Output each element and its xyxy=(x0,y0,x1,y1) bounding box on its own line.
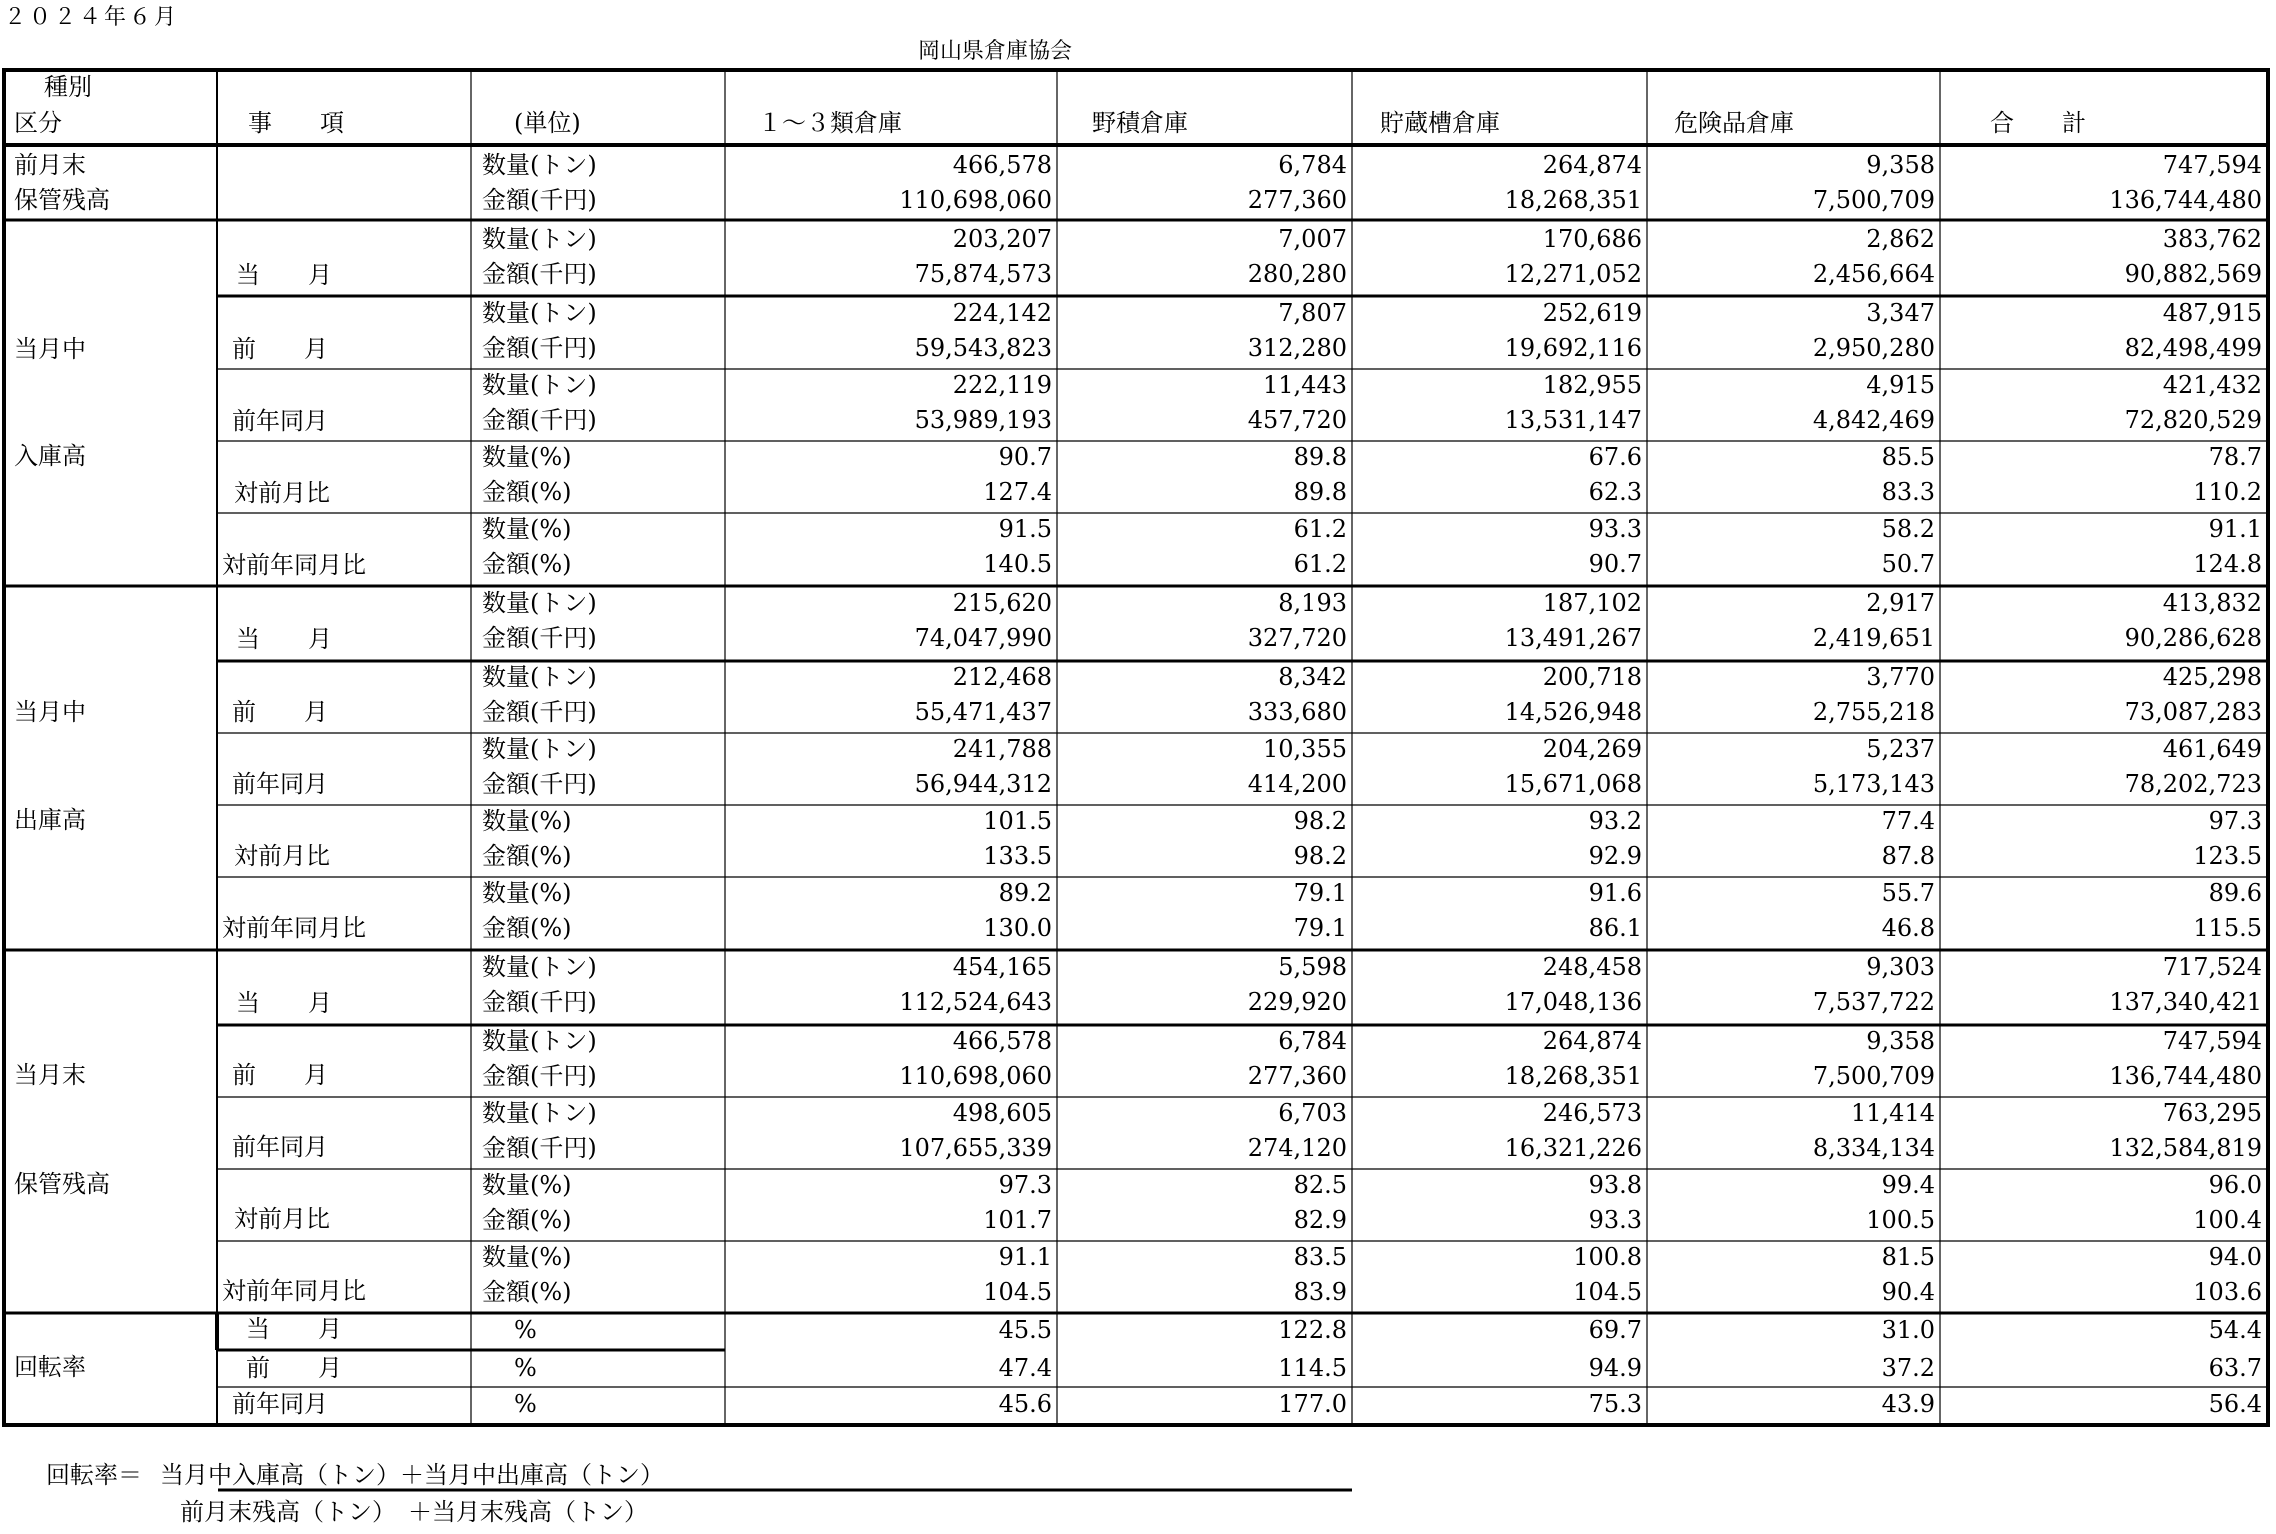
table-cell: 85.5 xyxy=(1881,443,1935,471)
table-cell: 94.9 xyxy=(1588,1354,1642,1382)
table-cell: 91.1 xyxy=(998,1243,1052,1271)
unit-label: 金額(千円) xyxy=(482,770,597,798)
unit-label: 数量(%) xyxy=(482,807,572,835)
table-cell: 104.5 xyxy=(983,1278,1052,1306)
table-cell: 132,584,819 xyxy=(2109,1134,2262,1162)
table-cell: 93.3 xyxy=(1588,515,1642,543)
table-cell: 100.4 xyxy=(2193,1206,2262,1234)
table-cell: 136,744,480 xyxy=(2109,1062,2262,1090)
unit-label: 金額(千円) xyxy=(482,624,597,652)
unit-label: 数量(トン) xyxy=(482,953,597,981)
table-cell: 69.7 xyxy=(1588,1316,1642,1344)
table-cell: 277,360 xyxy=(1247,186,1347,214)
item-label: 当 月 xyxy=(246,1315,342,1343)
item-label: 前年同月 xyxy=(232,407,328,435)
table-cell: 67.6 xyxy=(1588,443,1642,471)
table-cell: 50.7 xyxy=(1881,550,1935,578)
table-cell: 101.7 xyxy=(983,1206,1052,1234)
table-cell: 90.7 xyxy=(1588,550,1642,578)
table-cell: 241,788 xyxy=(952,735,1052,763)
table-cell: 53,989,193 xyxy=(914,406,1052,434)
section-label: 保管残高 xyxy=(14,186,110,214)
unit-label: 金額(千円) xyxy=(482,186,597,214)
table-cell: 100.8 xyxy=(1573,1243,1642,1271)
table-cell: 92.9 xyxy=(1588,842,1642,870)
table-cell: 133.5 xyxy=(983,842,1052,870)
unit-label: 金額(千円) xyxy=(482,260,597,288)
table-cell: 16,321,226 xyxy=(1504,1134,1642,1162)
table-cell: 7,807 xyxy=(1278,299,1347,327)
table-cell: 252,619 xyxy=(1542,299,1642,327)
table-cell: 461,649 xyxy=(2162,735,2262,763)
item-label: 前 月 xyxy=(246,1354,342,1382)
table-cell: 107,655,339 xyxy=(899,1134,1052,1162)
table-cell: 12,271,052 xyxy=(1504,260,1642,288)
table-cell: 274,120 xyxy=(1247,1134,1347,1162)
unit-label: 数量(トン) xyxy=(482,299,597,327)
table-cell: 200,718 xyxy=(1542,663,1642,691)
unit-label: % xyxy=(514,1316,537,1344)
table-cell: 89.8 xyxy=(1293,478,1347,506)
table-cell: 3,770 xyxy=(1866,663,1935,691)
table-cell: 11,443 xyxy=(1263,371,1347,399)
unit-label: 数量(トン) xyxy=(482,735,597,763)
table-cell: 110,698,060 xyxy=(899,1062,1052,1090)
header-col-total: 合 計 xyxy=(1990,109,2086,137)
item-label: 対前月比 xyxy=(234,1205,330,1233)
table-cell: 312,280 xyxy=(1247,334,1347,362)
table-cell: 137,340,421 xyxy=(2109,988,2262,1016)
table-cell: 248,458 xyxy=(1542,953,1642,981)
unit-label: 金額(千円) xyxy=(482,406,597,434)
table-cell: 15,671,068 xyxy=(1504,770,1642,798)
table-cell: 264,874 xyxy=(1542,1027,1642,1055)
table-cell: 333,680 xyxy=(1247,698,1347,726)
table-cell: 55,471,437 xyxy=(914,698,1052,726)
table-cell: 9,303 xyxy=(1866,953,1935,981)
header-category: 区分 xyxy=(14,109,62,137)
unit-label: 金額(%) xyxy=(482,478,572,506)
table-cell: 87.8 xyxy=(1881,842,1935,870)
table-cell: 75.3 xyxy=(1588,1390,1642,1418)
table-cell: 82.5 xyxy=(1293,1171,1347,1199)
table-cell: 2,419,651 xyxy=(1812,624,1935,652)
table-cell: 466,578 xyxy=(952,151,1052,179)
unit-label: 数量(トン) xyxy=(482,663,597,691)
table-cell: 212,468 xyxy=(952,663,1052,691)
unit-label: 数量(%) xyxy=(482,443,572,471)
table-cell: 89.2 xyxy=(998,879,1052,907)
table-cell: 457,720 xyxy=(1247,406,1347,434)
table-cell: 421,432 xyxy=(2162,371,2262,399)
table-cell: 8,334,134 xyxy=(1812,1134,1935,1162)
table-cell: 93.2 xyxy=(1588,807,1642,835)
table-cell: 2,456,664 xyxy=(1812,260,1935,288)
item-label: 対前年同月比 xyxy=(222,914,366,942)
header-col-class1-3: １～３類倉庫 xyxy=(758,109,902,137)
table-cell: 17,048,136 xyxy=(1504,988,1642,1016)
table-cell: 112,524,643 xyxy=(899,988,1052,1016)
table-cell: 2,862 xyxy=(1866,225,1935,253)
table-cell: 14,526,948 xyxy=(1504,698,1642,726)
table-cell: 487,915 xyxy=(2162,299,2262,327)
table-cell: 31.0 xyxy=(1881,1316,1935,1344)
table-cell: 78,202,723 xyxy=(2124,770,2262,798)
table-cell: 58.2 xyxy=(1881,515,1935,543)
table-cell: 215,620 xyxy=(952,589,1052,617)
table-cell: 3,347 xyxy=(1866,299,1935,327)
table-cell: 123.5 xyxy=(2193,842,2262,870)
table-cell: 94.0 xyxy=(2208,1243,2262,1271)
header-item: 事 項 xyxy=(248,109,344,137)
table-cell: 83.9 xyxy=(1293,1278,1347,1306)
table-cell: 4,842,469 xyxy=(1812,406,1935,434)
header-col-tank: 貯蔵槽倉庫 xyxy=(1380,109,1500,137)
table-cell: 5,598 xyxy=(1278,953,1347,981)
table-cell: 717,524 xyxy=(2162,953,2262,981)
item-label: 前 月 xyxy=(232,698,328,726)
unit-label: 金額(千円) xyxy=(482,988,597,1016)
table-cell: 73,087,283 xyxy=(2124,698,2262,726)
unit-label: 数量(%) xyxy=(482,515,572,543)
table-cell: 182,955 xyxy=(1542,371,1642,399)
table-cell: 8,193 xyxy=(1278,589,1347,617)
table-cell: 82.9 xyxy=(1293,1206,1347,1234)
table-cell: 81.5 xyxy=(1881,1243,1935,1271)
item-label: 当 月 xyxy=(236,261,332,289)
table-cell: 86.1 xyxy=(1588,914,1642,942)
unit-label: 数量(%) xyxy=(482,879,572,907)
unit-label: % xyxy=(514,1390,537,1418)
table-cell: 90.4 xyxy=(1881,1278,1935,1306)
header-kind: 種別 xyxy=(44,73,92,101)
item-label: 対前年同月比 xyxy=(222,1277,366,1305)
unit-label: 金額(千円) xyxy=(482,1062,597,1090)
table-cell: 9,358 xyxy=(1866,151,1935,179)
table-cell: 97.3 xyxy=(998,1171,1052,1199)
table-cell: 93.3 xyxy=(1588,1206,1642,1234)
table-cell: 96.0 xyxy=(2208,1171,2262,1199)
table-cell: 91.6 xyxy=(1588,879,1642,907)
table-cell: 99.4 xyxy=(1881,1171,1935,1199)
table-cell: 454,165 xyxy=(952,953,1052,981)
unit-label: 金額(千円) xyxy=(482,1134,597,1162)
item-label: 対前月比 xyxy=(234,842,330,870)
section-label: 前月末 xyxy=(14,151,86,179)
table-cell: 277,360 xyxy=(1247,1062,1347,1090)
section-label: 当月中 xyxy=(14,698,86,726)
unit-label: 金額(%) xyxy=(482,1206,572,1234)
table-cell: 280,280 xyxy=(1247,260,1347,288)
item-label: 前年同月 xyxy=(232,1390,328,1418)
table-cell: 56.4 xyxy=(2208,1390,2262,1418)
table-cell: 59,543,823 xyxy=(914,334,1052,362)
table-cell: 177.0 xyxy=(1278,1390,1347,1418)
table-cell: 62.3 xyxy=(1588,478,1642,506)
section-label: 入庫高 xyxy=(14,442,86,470)
item-label: 対前月比 xyxy=(234,479,330,507)
table-cell: 77.4 xyxy=(1881,807,1935,835)
table-cell: 45.5 xyxy=(998,1316,1052,1344)
table-cell: 37.2 xyxy=(1881,1354,1935,1382)
table-cell: 425,298 xyxy=(2162,663,2262,691)
table-cell: 47.4 xyxy=(998,1354,1052,1382)
table-cell: 54.4 xyxy=(2208,1316,2262,1344)
table-cell: 11,414 xyxy=(1851,1099,1935,1127)
unit-label: 数量(トン) xyxy=(482,1027,597,1055)
unit-label: 数量(トン) xyxy=(482,1099,597,1127)
table-cell: 327,720 xyxy=(1247,624,1347,652)
table-cell: 2,917 xyxy=(1866,589,1935,617)
table-cell: 90,882,569 xyxy=(2124,260,2262,288)
table-cell: 7,500,709 xyxy=(1812,1062,1935,1090)
table-cell: 224,142 xyxy=(952,299,1052,327)
table-cell: 97.3 xyxy=(2208,807,2262,835)
unit-label: 数量(トン) xyxy=(482,151,597,179)
table-cell: 110.2 xyxy=(2193,478,2262,506)
table-cell: 61.2 xyxy=(1293,550,1347,578)
section-label: 保管残高 xyxy=(14,1170,110,1198)
table-cell: 13,531,147 xyxy=(1504,406,1642,434)
table-cell: 6,784 xyxy=(1278,1027,1347,1055)
table-cell: 122.8 xyxy=(1278,1316,1347,1344)
unit-label: 金額(%) xyxy=(482,1278,572,1306)
unit-label: 金額(%) xyxy=(482,550,572,578)
table-cell: 98.2 xyxy=(1293,842,1347,870)
table-cell: 75,874,573 xyxy=(914,260,1052,288)
table-cell: 763,295 xyxy=(2162,1099,2262,1127)
table-cell: 90.7 xyxy=(998,443,1052,471)
table-cell: 7,537,722 xyxy=(1812,988,1935,1016)
table-cell: 6,703 xyxy=(1278,1099,1347,1127)
table-cell: 246,573 xyxy=(1542,1099,1642,1127)
table-cell: 110,698,060 xyxy=(899,186,1052,214)
table-cell: 413,832 xyxy=(2162,589,2262,617)
table-cell: 204,269 xyxy=(1542,735,1642,763)
table-cell: 187,102 xyxy=(1542,589,1642,617)
table-cell: 264,874 xyxy=(1542,151,1642,179)
table-cell: 170,686 xyxy=(1542,225,1642,253)
table-cell: 18,268,351 xyxy=(1504,1062,1642,1090)
table-cell: 140.5 xyxy=(983,550,1052,578)
table-cell: 104.5 xyxy=(1573,1278,1642,1306)
table-cell: 5,173,143 xyxy=(1812,770,1935,798)
table-cell: 222,119 xyxy=(952,371,1052,399)
table-cell: 63.7 xyxy=(2208,1354,2262,1382)
table-cell: 127.4 xyxy=(983,478,1052,506)
item-label: 対前年同月比 xyxy=(222,551,366,579)
table-cell: 100.5 xyxy=(1866,1206,1935,1234)
table-cell: 466,578 xyxy=(952,1027,1052,1055)
table-cell: 101.5 xyxy=(983,807,1052,835)
table-cell: 89.8 xyxy=(1293,443,1347,471)
item-label: 前年同月 xyxy=(232,770,328,798)
table-cell: 74,047,990 xyxy=(914,624,1052,652)
table-cell: 18,268,351 xyxy=(1504,186,1642,214)
unit-label: 数量(%) xyxy=(482,1171,572,1199)
table-cell: 90,286,628 xyxy=(2124,624,2262,652)
table-cell: 229,920 xyxy=(1247,988,1347,1016)
table-cell: 43.9 xyxy=(1881,1390,1935,1418)
table-cell: 7,007 xyxy=(1278,225,1347,253)
section-label: 当月中 xyxy=(14,335,86,363)
table-cell: 19,692,116 xyxy=(1504,334,1642,362)
table-cell: 383,762 xyxy=(2162,225,2262,253)
table-cell: 91.5 xyxy=(998,515,1052,543)
table-cell: 61.2 xyxy=(1293,515,1347,543)
table-cell: 56,944,312 xyxy=(914,770,1052,798)
item-label: 前 月 xyxy=(232,335,328,363)
header-unit: (単位) xyxy=(514,109,581,137)
table-cell: 498,605 xyxy=(952,1099,1052,1127)
table-cell: 103.6 xyxy=(2193,1278,2262,1306)
header-col-open-yard: 野積倉庫 xyxy=(1092,109,1188,137)
unit-label: 金額(千円) xyxy=(482,698,597,726)
table-cell: 91.1 xyxy=(2208,515,2262,543)
table-cell: 45.6 xyxy=(998,1390,1052,1418)
unit-label: 金額(%) xyxy=(482,842,572,870)
unit-label: 金額(千円) xyxy=(482,334,597,362)
table-cell: 82,498,499 xyxy=(2124,334,2262,362)
section-label: 当月末 xyxy=(14,1061,86,1089)
section-label: 回転率 xyxy=(14,1353,86,1381)
formula-denominator: 前月末残高（トン） ＋当月末残高（トン） xyxy=(180,1498,648,1526)
table-cell: 98.2 xyxy=(1293,807,1347,835)
table-cell: 130.0 xyxy=(983,914,1052,942)
table-cell: 4,915 xyxy=(1866,371,1935,399)
table-cell: 2,950,280 xyxy=(1812,334,1935,362)
unit-label: 金額(%) xyxy=(482,914,572,942)
item-label: 当 月 xyxy=(236,625,332,653)
table-cell: 747,594 xyxy=(2162,1027,2262,1055)
unit-label: 数量(トン) xyxy=(482,589,597,617)
table-cell: 83.3 xyxy=(1881,478,1935,506)
table-cell: 2,755,218 xyxy=(1812,698,1935,726)
table-cell: 79.1 xyxy=(1293,879,1347,907)
table-cell: 114.5 xyxy=(1278,1354,1347,1382)
table-cell: 136,744,480 xyxy=(2109,186,2262,214)
table-cell: 747,594 xyxy=(2162,151,2262,179)
table-cell: 89.6 xyxy=(2208,879,2262,907)
unit-label: 数量(トン) xyxy=(482,371,597,399)
section-label: 出庫高 xyxy=(14,806,86,834)
table-cell: 78.7 xyxy=(2208,443,2262,471)
table-cell: 6,784 xyxy=(1278,151,1347,179)
item-label: 当 月 xyxy=(236,989,332,1017)
report-date: ２０２４年６月 xyxy=(4,5,180,30)
unit-label: 数量(%) xyxy=(482,1243,572,1271)
unit-label: % xyxy=(514,1354,537,1382)
unit-label: 数量(トン) xyxy=(482,225,597,253)
formula-lhs: 回転率＝ xyxy=(46,1461,142,1489)
table-cell: 79.1 xyxy=(1293,914,1347,942)
table-cell: 72,820,529 xyxy=(2124,406,2262,434)
table-cell: 8,342 xyxy=(1278,663,1347,691)
table-cell: 93.8 xyxy=(1588,1171,1642,1199)
organization-name: 岡山県倉庫協会 xyxy=(918,39,1073,64)
item-label: 前 月 xyxy=(232,1061,328,1089)
header-col-hazmat: 危険品倉庫 xyxy=(1674,109,1794,137)
table-cell: 13,491,267 xyxy=(1504,624,1642,652)
table-cell: 7,500,709 xyxy=(1812,186,1935,214)
table-cell: 10,355 xyxy=(1263,735,1347,763)
table-cell: 55.7 xyxy=(1881,879,1935,907)
formula-numerator: 当月中入庫高（トン）＋当月中出庫高（トン） xyxy=(160,1461,664,1489)
table-cell: 414,200 xyxy=(1247,770,1347,798)
table-cell: 46.8 xyxy=(1881,914,1935,942)
item-label: 前年同月 xyxy=(232,1133,328,1161)
table-cell: 115.5 xyxy=(2193,914,2262,942)
table-cell: 5,237 xyxy=(1866,735,1935,763)
table-cell: 203,207 xyxy=(952,225,1052,253)
table-cell: 9,358 xyxy=(1866,1027,1935,1055)
table-cell: 83.5 xyxy=(1293,1243,1347,1271)
table-cell: 124.8 xyxy=(2193,550,2262,578)
